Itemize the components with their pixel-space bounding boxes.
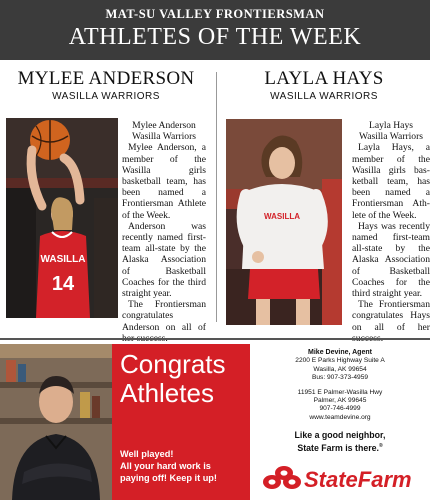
ad-tagline [250,430,430,454]
address-line: Wasilla, AK 99654 [313,365,367,373]
ad-subtext-line: All your hard work is [120,461,211,471]
story-head-team: Wasilla Warriors [358,131,424,143]
story-head-name: Mylee Anderson [132,120,196,131]
story-paragraph: Hays was recently named first-team all-state by the Alaska Association of Basketball Coaches for the third straight year. [352,220,430,300]
website-link[interactable]: www.teamdevine.org [309,413,371,421]
athlete-column-left [0,64,212,334]
athlete-name: MYLEE ANDERSON [17,68,195,89]
athlete-story [122,120,206,344]
ad-headline [112,344,250,408]
agent-photo [0,344,112,500]
story-paragraph: The Frontiersman congratulates Anderson on all of [122,299,206,333]
state-farm-logo [262,462,420,492]
brand-wordmark: StateFarm [304,467,412,492]
athlete-column-right [218,64,430,334]
athlete-name: LAYLA HAYS [264,68,384,89]
athlete-story [352,120,430,344]
story-head-name: Layla Hays [369,120,413,131]
athlete-team: WASILLA WARRIORS [52,91,160,102]
ad-subtext-line: Well played! [120,449,174,459]
agent-name: Mike Devine, Agent [308,349,372,356]
page-title: ATHLETES OF THE WEEK [68,24,362,50]
state-farm-ad [0,344,430,500]
ad-tagline-line: Like a good neighbor, [294,430,386,441]
address-line: 2200 E Parks Highway Suite A [295,357,385,365]
story-head-team: Wasilla Warriors [131,131,197,143]
phone-number: Bus: 907-373-4959 [311,374,369,382]
registered-mark: ® [378,443,383,450]
ad-tagline-line: State Farm is there.® [297,443,383,454]
address-line: 11951 E Palmer-Wasilla Hwy [297,388,383,396]
page-header [0,0,430,60]
story-paragraph: Anderson was recently named first-team all-state by the Alaska Association of Basketball Coaches for the third straight year. [122,220,206,300]
athlete-team: WASILLA WARRIORS [270,91,378,102]
story-paragraph: Layla Hays, a member of the Wasilla girls basketball team, has been named a Frontiersman Athlete of the Week. [352,142,430,221]
athlete-photo-illustration [6,118,118,318]
athlete-photo-illustration [226,119,342,325]
jersey-number: 14 [51,273,75,295]
agent-photo-illustration [0,344,112,500]
jersey-lettering: WASILLA [40,254,86,265]
congrats-panel [112,344,250,500]
story-paragraph: The Frontiersman congratulates Hays on all of her [352,299,430,333]
ad-headline-line: Athletes [120,378,214,408]
three-ovals-icon [263,466,301,489]
column-divider [216,72,217,322]
phone-number: 907-746-4999 [319,405,361,413]
athlete-photo [6,118,118,318]
ad-headline-line: Congrats [120,349,226,379]
athlete-photo [226,119,342,325]
publication-name: MAT-SU VALLEY FRONTIERSMAN [105,7,325,21]
address-line: Palmer, AK 99645 [313,397,367,405]
story-paragraph: Mylee Anderson, a member of the Wasilla girls basketball team, has been named a Frontiersman Athlete of the Week. [122,142,206,221]
shirt-lettering: WASILLA [264,212,300,221]
ad-subtext [120,448,217,484]
section-rule [0,338,430,340]
ad-subtext-line: paying off! Keep it up! [120,473,217,483]
